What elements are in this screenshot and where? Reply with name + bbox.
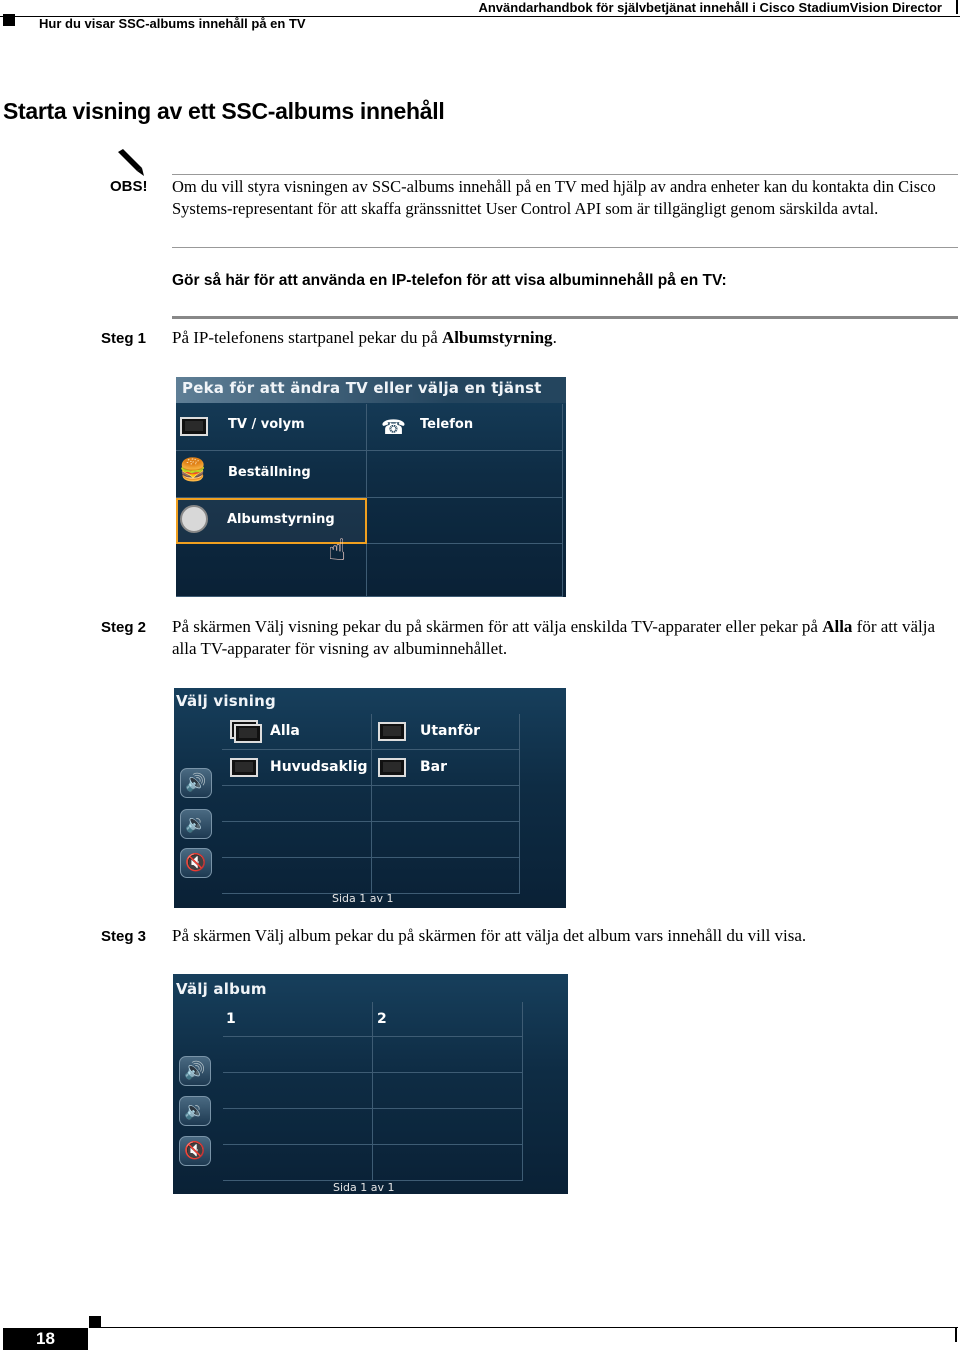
display-bar-label: Bar	[420, 759, 448, 775]
screen3-title: Välj album	[176, 980, 267, 998]
screenshot-select-display	[174, 688, 566, 908]
tv-icon	[378, 722, 406, 741]
volume-down-icon[interactable]: 🔉	[180, 809, 212, 839]
order-icon: 🍔	[179, 458, 207, 483]
menu-cell-order[interactable]	[176, 451, 367, 498]
note-rule-bottom	[172, 247, 958, 248]
page-number: 18	[3, 1328, 88, 1350]
menu-phone-label: Telefon	[420, 417, 474, 432]
step-1-text: På IP-telefonens startpanel pekar du på Albumstyrning.	[172, 328, 557, 347]
album-1-label: 1	[226, 1011, 236, 1027]
menu-order-label: Beställning	[228, 465, 311, 480]
step-3-label: Steg 3	[101, 928, 147, 945]
note-label: OBS!	[110, 178, 148, 195]
procedure-rule	[172, 316, 958, 319]
step-2-text: På skärmen Välj visning pekar du på skärmen för att välja enskilda TV-apparater eller pekar på Alla för att välja alla TV-apparater för visning av albuminnehållet.	[172, 617, 936, 658]
phone-icon: ☎	[381, 415, 406, 439]
tv-icon	[378, 758, 406, 777]
album-2-label: 2	[377, 1011, 387, 1027]
display-all-label: Alla	[270, 723, 300, 739]
mute-icon[interactable]: 🔇	[180, 848, 212, 878]
footer-rule	[101, 1327, 958, 1328]
volume-down-icon[interactable]: 🔉	[179, 1096, 211, 1126]
mute-icon[interactable]: 🔇	[179, 1136, 211, 1166]
display-outside-label: Utanför	[420, 723, 481, 739]
step-2-bold: Alla	[822, 617, 853, 636]
menu-cell-empty-4	[367, 544, 563, 597]
step-3-text: På skärmen Välj album pekar du på skärmen för att välja det album vars innehåll du vill visa.	[172, 926, 807, 945]
screenshot-select-album	[173, 974, 568, 1194]
menu-album-label: Albumstyrning	[227, 512, 335, 527]
step-1-bold: Albumstyrning	[442, 328, 553, 347]
footer-marker	[89, 1316, 101, 1328]
note-text: Om du vill styra visningen av SSC-albums innehåll på en TV med hjälp av andra enheter kan du kontakta din Cisco Systems-representant för att skaffa gränssnittet User Control API som är tillgängligt genom särskilda avtal.	[172, 177, 936, 218]
header-marker	[3, 14, 15, 26]
screen2-title: Välj visning	[176, 692, 276, 710]
display-cell-outside[interactable]	[372, 714, 520, 750]
header-book-title: Användarhandbok för självbetjänat innehåll i Cisco StadiumVision Director	[478, 0, 942, 15]
display-cell-all[interactable]	[222, 714, 372, 750]
volume-up-icon[interactable]: 🔊	[180, 768, 212, 798]
screen2-pager: Sida 1 av 1	[332, 892, 394, 905]
step-2-label: Steg 2	[101, 619, 147, 636]
volume-up-icon[interactable]: 🔊	[179, 1056, 211, 1086]
header-chapter: Hur du visar SSC-albums innehåll på en TV	[39, 16, 306, 31]
menu-cell-phone[interactable]	[367, 404, 563, 451]
tv-icon	[230, 758, 258, 777]
footer-edge-bar	[955, 1328, 957, 1342]
menu-cell-empty-2	[367, 498, 563, 544]
album-cell-1[interactable]	[223, 1002, 373, 1037]
film-reel-icon	[180, 505, 208, 533]
display-main-label: Huvudsaklig	[270, 759, 368, 775]
display-cell-bar[interactable]	[372, 750, 520, 786]
step-1-label: Steg 1	[101, 330, 147, 347]
album-cell-2[interactable]	[373, 1002, 523, 1037]
procedure-title: Gör så här för att använda en IP-telefon för att visa albuminnehåll på en TV:	[172, 272, 727, 289]
section-title: Starta visning av ett SSC-albums innehåll	[3, 98, 445, 124]
header-edge-bar	[956, 0, 958, 14]
screen3-pager: Sida 1 av 1	[333, 1181, 395, 1194]
tv-icon	[180, 417, 208, 436]
display-cell-main[interactable]	[222, 750, 372, 786]
hand-pointer-icon: ☝	[328, 533, 347, 568]
menu-tv-label: TV / volym	[228, 417, 305, 432]
screenshot-main-menu	[176, 377, 566, 597]
note-rule-top	[172, 174, 958, 175]
screen1-title: Peka för att ändra TV eller välja en tjänst	[176, 377, 566, 403]
menu-cell-empty-1	[367, 451, 563, 498]
menu-cell-tv[interactable]	[176, 404, 367, 451]
pencil-icon	[114, 148, 146, 178]
